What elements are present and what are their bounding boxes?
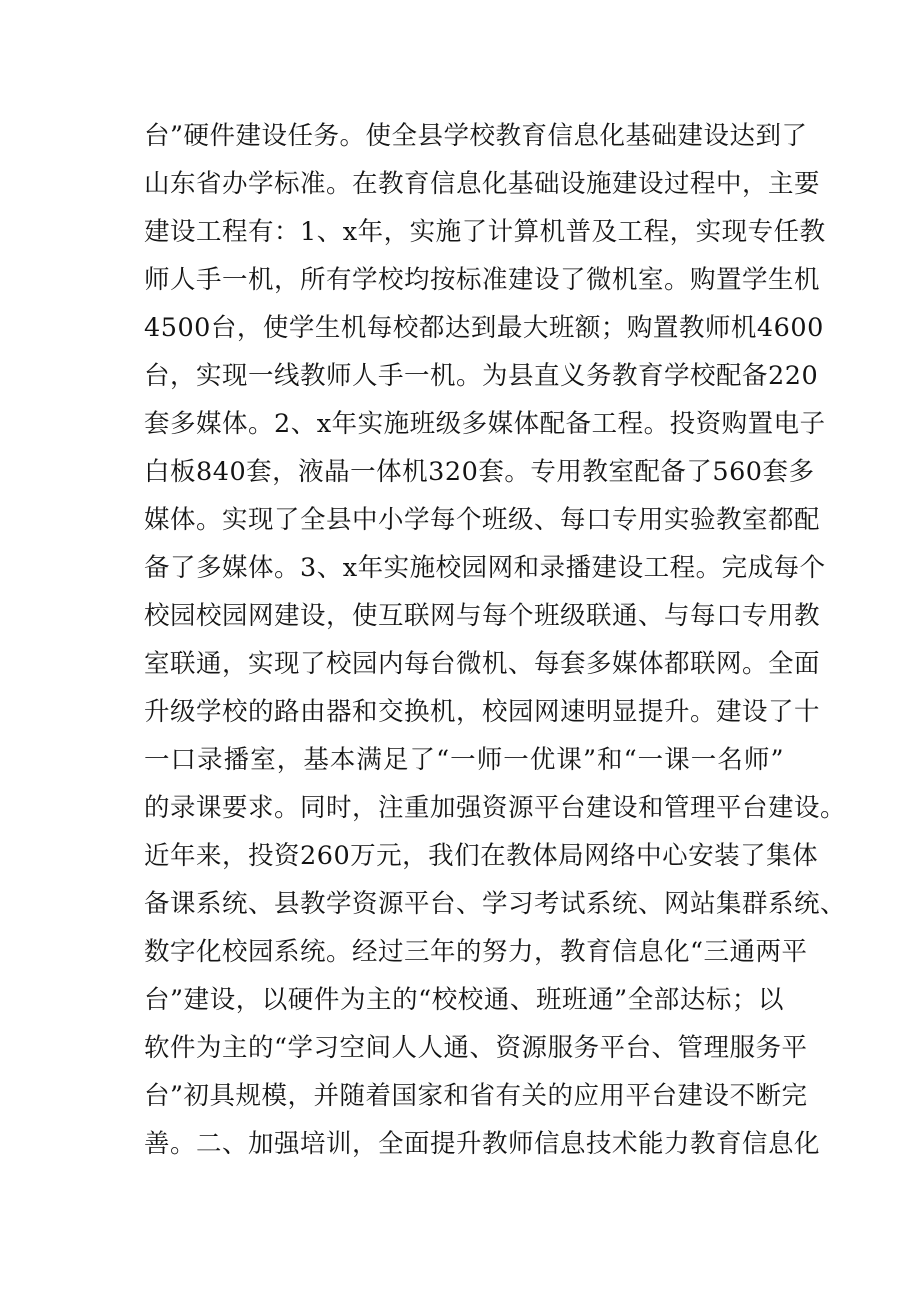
text-line-1: 台”硬件建设任务。使全县学校教育信息化基础建设达到了 (144, 121, 808, 151)
text-line-9: 媒体。实现了全县中小学每个班级、每口专用实验教室都配 (144, 505, 821, 535)
text-line-12: 室联通，实现了校园内每台微机、每套多媒体都联网。全面 (144, 649, 821, 679)
text-line-15: 的录课要求。同时，注重加强资源平台建设和管理平台建设。 (144, 793, 847, 823)
text-line-19: 台”建设，以硬件为主的“校校通、班班通”全部达标；以 (144, 985, 784, 1015)
text-line-18: 数字化校园系统。经过三年的努力，教育信息化“三通两平 (144, 937, 808, 967)
text-line-11: 校园校园网建设，使互联网与每个班级联通、与每口专用教 (144, 601, 821, 631)
text-line-3: 建设工程有：1、x年，实施了计算机普及工程，实现专任教 (144, 217, 826, 247)
text-line-20: 软件为主的“学习空间人人通、资源服务平台、管理服务平 (144, 1033, 808, 1063)
text-line-5: 4500台，使学生机每校都达到最大班额；购置教师机4600 (144, 313, 824, 343)
text-line-17: 备课系统、县教学资源平台、学习考试系统、网站集群系统、 (144, 889, 847, 919)
body-text (144, 112, 847, 1168)
text-line-13: 升级学校的路由器和交换机，校园网速明显提升。建设了十 (144, 697, 821, 727)
text-line-2: 山东省办学标准。在教育信息化基础设施建设过程中，主要 (144, 169, 821, 199)
text-line-8: 白板840套，液晶一体机320套。专用教室配备了560套多 (144, 457, 815, 487)
text-line-10: 备了多媒体。3、x年实施校园网和录播建设工程。完成每个 (144, 553, 826, 583)
text-line-4: 师人手一机，所有学校均按标准建设了微机室。购置学生机 (144, 265, 821, 295)
text-line-6: 台，实现一线教师人手一机。为县直义务教育学校配备220 (144, 361, 819, 391)
text-line-22: 善。二、加强培训，全面提升教师信息技术能力教育信息化 (144, 1129, 821, 1159)
text-line-16: 近年来，投资260万元，我们在教体局网络中心安装了集体 (144, 841, 819, 871)
text-line-21: 台”初具规模，并随着国家和省有关的应用平台建设不断完 (144, 1081, 808, 1111)
text-line-14: 一口录播室，基本满足了“一师一优课”和“一课一名师” (144, 745, 784, 775)
text-line-7: 套多媒体。2、x年实施班级多媒体配备工程。投资购置电子 (144, 409, 826, 439)
